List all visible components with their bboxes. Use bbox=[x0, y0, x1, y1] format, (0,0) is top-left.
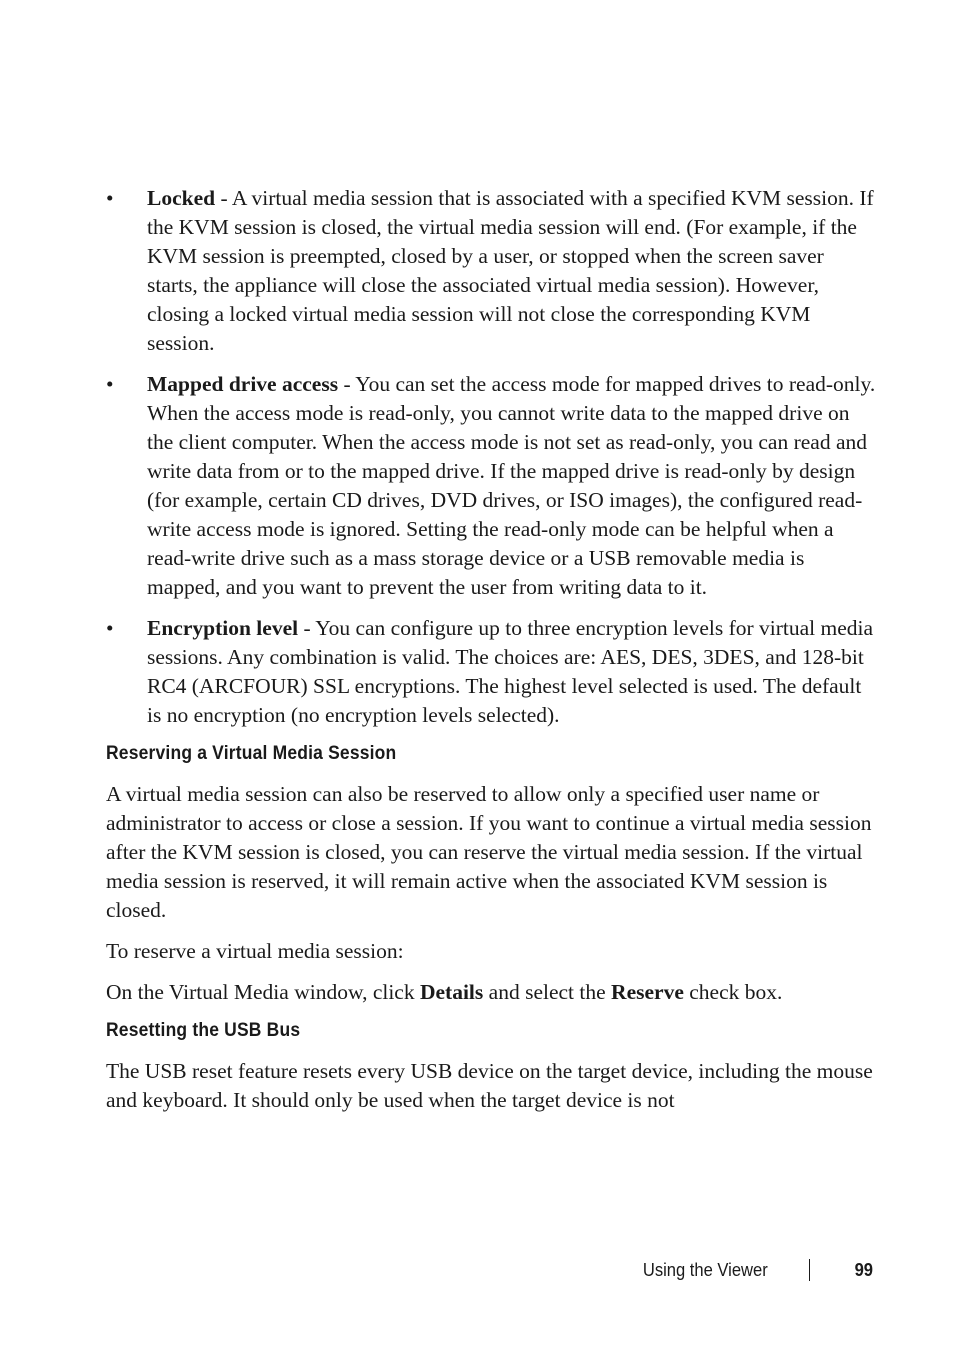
bullet-text-encryption-level: - You can configure up to three encryption levels for virtual media sessions. Any combination is valid. The choices are: AES, DES, 3DES, and 128-bit RC4 (ARCFOUR) SSL encryptions. The highest level selected is used. The default is no encryption (no encryption levels selected). bbox=[147, 616, 874, 727]
bullet-marker: • bbox=[106, 186, 114, 210]
reserving-paragraph-instruction bbox=[106, 978, 876, 1007]
footer-page-number: 99 bbox=[854, 1260, 873, 1280]
term-locked: Locked bbox=[147, 186, 216, 210]
bullet-text-mapped-drive-access: - You can set the access mode for mapped drives to read-only. When the access mode is read-only, you cannot write data to the mapped drive on the client computer. When the access mode is not set as read-only, you can read and write data from or to the mapped drive. If the mapped drive is read-only by design (for example, certain CD drives, DVD drives, or ISO images), the configured read-write access mode is ignored. Setting the read-only mode can be helpful when a read-write drive such as a mass storage device or a USB removable media is mapped, and you want to prevent the user from writing data to it. bbox=[147, 372, 876, 599]
heading-resetting-usb-bus: Resetting the USB Bus bbox=[106, 1020, 301, 1041]
instruction-text-1: On the Virtual Media window, click bbox=[106, 980, 420, 1004]
bullet-locked bbox=[106, 184, 876, 358]
instruction-text-2: and select the bbox=[483, 980, 612, 1004]
term-encryption-level: Encryption level bbox=[147, 616, 299, 640]
bullet-encryption-level bbox=[106, 614, 876, 730]
option-bullet-list bbox=[106, 184, 876, 730]
bullet-marker: • bbox=[106, 616, 114, 640]
reserve-term: Reserve bbox=[611, 980, 684, 1004]
bullet-mapped-drive-access bbox=[106, 370, 876, 602]
page-footer bbox=[0, 1258, 954, 1284]
reserving-paragraph-intro: A virtual media session can also be reserved to allow only a specified user name or administrator to access or close a session. If you want to continue a virtual media session after the KVM session is closed, you can reserve the virtual media session. If the virtual media session is reserved, it will remain active when the associated KVM session is closed. bbox=[106, 782, 872, 922]
footer-divider bbox=[809, 1259, 810, 1281]
footer-chapter-title: Using the Viewer bbox=[643, 1260, 768, 1280]
term-mapped-drive-access: Mapped drive access bbox=[147, 372, 339, 396]
details-term: Details bbox=[419, 980, 484, 1004]
heading-reserving-session: Reserving a Virtual Media Session bbox=[106, 743, 397, 764]
bullet-text-locked: - A virtual media session that is associated with a specified KVM session. If the KVM session is closed, the virtual media session will end. (For example, if the KVM session is preempted, closed by a user, or stopped when the screen saver starts, the appliance will close the associated virtual media session). However, closing a locked virtual media session will not close the corresponding KVM session. bbox=[147, 186, 874, 355]
resetting-paragraph: The USB reset feature resets every USB device on the target device, including the mouse and keyboard. It should only be used when the target device is not bbox=[106, 1059, 873, 1112]
page-content bbox=[106, 184, 876, 1127]
reserving-paragraph-steps-intro: To reserve a virtual media session: bbox=[106, 939, 404, 963]
instruction-text-3: check box. bbox=[683, 980, 783, 1004]
bullet-marker: • bbox=[106, 372, 114, 396]
